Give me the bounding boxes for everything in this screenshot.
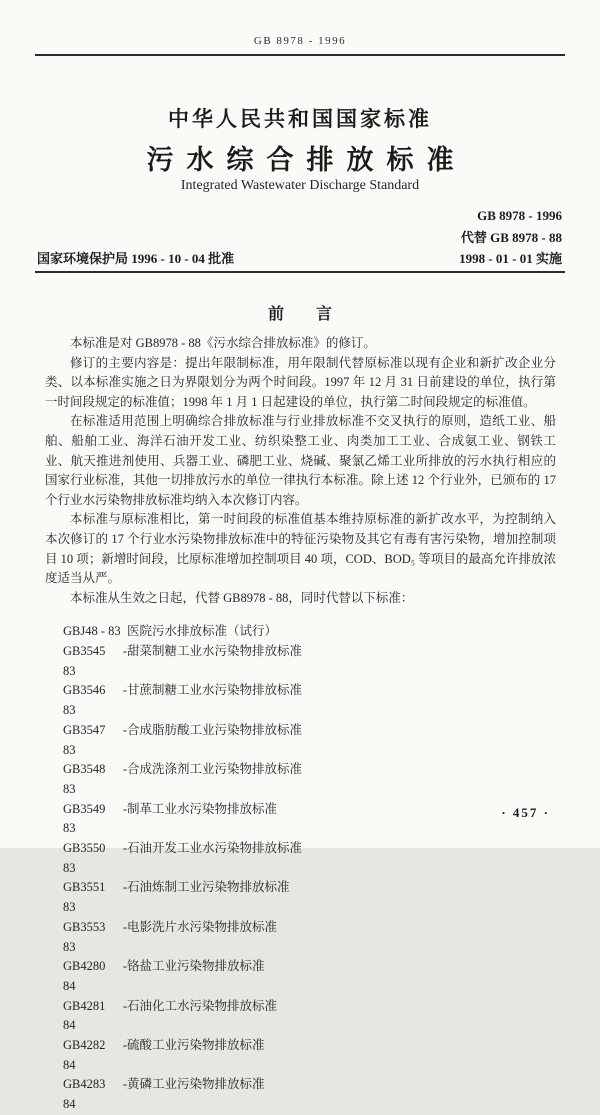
standard-list-item xyxy=(63,918,556,957)
running-header-code: GB 8978 - 1996 xyxy=(253,35,347,47)
standard-list-item xyxy=(63,622,556,642)
standard-list-code: GB3547 - 83 xyxy=(63,722,127,757)
standard-list-title: 合成洗涤剂工业污染物排放标准 xyxy=(127,762,303,777)
standard-list-title: 石油化工水污染物排放标准 xyxy=(127,998,278,1013)
standard-list-code: GB4283 - 84 xyxy=(63,1077,127,1112)
standard-list-title: 电影洗片水污染物排放标准 xyxy=(127,919,278,934)
standard-list-code: GB3545 - 83 xyxy=(63,644,127,678)
standard-list-item xyxy=(63,997,556,1036)
standard-list-title: 硫酸工业污染物排放标准 xyxy=(127,1038,265,1053)
approval-note: 国家环境保护局 1996 - 10 - 04 批准 xyxy=(37,251,235,266)
standard-list-title: 黄磷工业污染物排放标准 xyxy=(127,1077,265,1092)
standard-list-code: GB3551 - 83 xyxy=(63,880,127,915)
page-number: · 457 · xyxy=(501,805,550,820)
standard-list-title: 甜菜制糖工业水污染物排放标准 xyxy=(127,644,303,659)
standard-list-item xyxy=(63,760,556,799)
standard-list-code: GB3553 - 83 xyxy=(63,919,127,954)
standard-list-item xyxy=(63,800,556,839)
standard-list-code: GB3550 - 83 xyxy=(63,841,127,875)
standard-org-title: 中华人民共和国国家标准 xyxy=(168,107,432,131)
standard-list-code: GB4282 - 84 xyxy=(63,1038,127,1072)
foreword-paragraph: 本标准从生效之日起，代替 GB8978 - 88，同时代替以下标准： xyxy=(70,590,414,605)
standard-list-item xyxy=(63,878,556,917)
standard-list-code: GB4281 - 84 xyxy=(63,998,127,1033)
standard-list-item xyxy=(63,642,556,681)
standard-list-code: GB3548 - 83 xyxy=(63,762,127,796)
superseded-standards-list xyxy=(63,622,556,1115)
standard-list-item xyxy=(63,1036,556,1075)
standard-list-title: 石油开发工业水污染物排放标准 xyxy=(127,841,303,856)
standard-list-item xyxy=(63,839,556,878)
foreword-paragraph: 本标准与原标准相比，第一时间段的标准值基本维持原标准的新扩改水平，为控制纳入本次修订的 17 个行业水污染物排放标准中的特征污染物及其它有毒有害污染物，增加控制项目 10 项；新增时间段，比原标准增加控制项目 40 项，COD、BOD₅ 等项目的最高允许排放浓度适当从严。 xyxy=(45,512,556,586)
standard-list-code: GBJ48 - 83 xyxy=(63,624,121,639)
standard-list-title: 石油炼制工业污染物排放标准 xyxy=(127,880,290,895)
standard-code: GB 8978 - 1996 xyxy=(477,208,562,223)
standard-list-title: 甘蔗制糖工业水污染物排放标准 xyxy=(127,683,303,698)
standard-list-item xyxy=(63,681,556,720)
standard-list-item xyxy=(63,721,556,760)
effective-date: 1998 - 01 - 01 实施 xyxy=(459,251,562,266)
foreword-paragraph: 修订的主要内容是：提出年限制标准，用年限制代替原标准以现有企业和新扩改企业分类、以本标准实施之日为界限划分为两个时间段。1997 年 12 月 31 日前建设的单位，执行第一时间段规定的标准值；1998 年 1 月 1 日起建设的单位，执行第二时间段规定的标准值。 xyxy=(45,355,556,409)
standard-list-title: 合成脂肪酸工业污染物排放标准 xyxy=(127,722,303,737)
title-rule xyxy=(35,271,565,273)
standard-list-item xyxy=(63,1075,556,1114)
foreword-paragraph: 本标准是对 GB8978 - 88《污水综合排放标准》的修订。 xyxy=(70,336,376,350)
standard-list-code: GB3546 - 83 xyxy=(63,683,127,718)
standard-list-title: 制革工业水污染物排放标准 xyxy=(127,801,278,816)
standard-list-item xyxy=(63,957,556,996)
replaces-note: 代替 GB 8978 - 88 xyxy=(460,229,562,245)
header-rule xyxy=(35,54,565,56)
standard-list-title: 医院污水排放标准（试行） xyxy=(127,624,278,639)
standard-list-code: GB4280 - 84 xyxy=(63,959,127,993)
standard-title-en: Integrated Wastewater Discharge Standard xyxy=(180,178,420,193)
foreword-heading: 前 言 xyxy=(267,306,332,323)
foreword-body xyxy=(45,334,556,1115)
standard-list-code: GB3549 - 83 xyxy=(63,801,127,836)
standard-title-cn: 污水综合排放标准 xyxy=(146,145,467,175)
issue-block xyxy=(459,205,562,270)
foreword-paragraph: 在标准适用范围上明确综合排放标准与行业排放标准不交叉执行的原则，造纸工业、船舶、船舶工业、海洋石油开发工业、纺织染整工业、肉类加工工业、合成氨工业、钢铁工业、航天推进剂使用、兵器工业、磷肥工业、烧碱、聚氯乙烯工业所排放的污水执行相应的国家行业标准，其他一切排放污水的单位一律执行本标准。除上述 12 个行业外，已颁布的 17 个行业水污染物排放标准均纳入本次修订内容。 xyxy=(45,414,556,507)
standard-list-title: 铬盐工业污染物排放标准 xyxy=(127,959,265,974)
